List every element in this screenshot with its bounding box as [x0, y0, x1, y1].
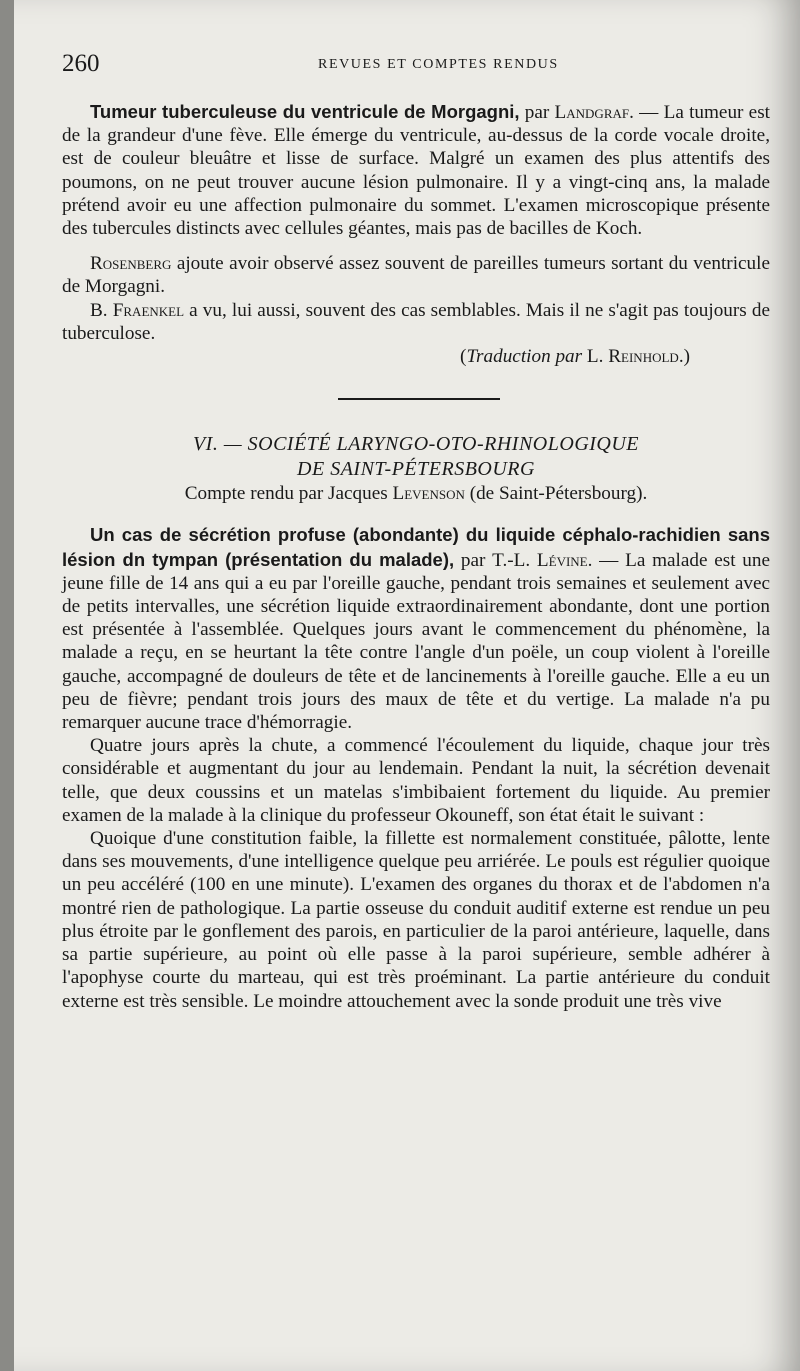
section-title-line1: VI. — SOCIÉTÉ LARYNGO-OTO-RHINOLOGIQUE — [192, 433, 640, 456]
article2-paragraph-2: Quatre jours après la chute, a commencé l'écoulement du liquide, chaque jour très considérable et augmentant du jour au lendemain. Pendant la nuit, la sécrétion devenait telle, que deux coussins et un matelas s'imbibaient fortement du liquide. Au premier examen de la malade à la clinique du professeur Okouneff, son état était le suivant : — [62, 735, 770, 826]
rosenberg-paragraph — [62, 252, 770, 298]
article2-paragraph-3: Quoique d'une constitution faible, la fillette est normalement constituée, pâlotte, lente dans ses mouvements, d'une intelligence quelque peu arriérée. Le pouls est régulier quoique un peu accéléré (100 en une minute). L'examen des organes du thorax et de l'abdomen n'a montré rien de pathologique. La partie osseuse du conduit auditif externe est rendue un peu plus étroite par le gonflement des parois, en particulier de la paroi antérieure, laquelle, dans sa partie supérieure, au point où elle passe à la paroi supérieure, semble adhérer à l'apophyse courte du marteau, qui est très proéminant. La partie antérieure du conduit externe est très sensible. Le moindre attouchement avec la sonde produit une très vive — [62, 828, 770, 1012]
credit-close: .) — [678, 346, 690, 368]
section-subtitle — [62, 482, 770, 505]
translation-credit — [62, 345, 770, 368]
credit-open: ( — [460, 346, 467, 368]
article1-paragraph — [62, 100, 770, 240]
page-number: 260 — [62, 50, 100, 77]
article1-text: — La tumeur est de la grandeur d'une fève. Elle émerge du ventricule, au-dessus de la corde vocale droite, est de couleur bleuâtre et lisse de surface. Malgré un examen des plus attentifs des poumons, on ne peut trouver aucune lésion pulmonaire. Il y a vingt-cinq ans, la malade prétend avoir eu une affection pulmonaire du sommet. L'examen microscopique présente des tubercules distincts avec cellules géantes, mais pas de bacilles de Koch. — [62, 102, 770, 240]
article2-text: — La malade est une jeune fille de 14 ans qui a eu par l'oreille gauche, pendant trois semaines et seulement avec de petits intervalles, une sécrétion liquide extraordinairement abondante, dont une portion est présentée à l'assemblée. Quelques jours avant le commencement du phénomène, la malade a reçu, en se heurtant la tête contre l'angle d'un poële, un coup violent à l'oreille gauche, accompagné de douleurs de tête et de lancinements à l'oreille gauche. Elle a eu un peu de fièvre; pendant trois jours des maux de tête et du vertige. La malade n'a pu remarquer aucune trace d'hémorragie. — [62, 549, 771, 734]
article1-author: Landgraf. — [554, 102, 634, 123]
article2-paragraph — [62, 523, 770, 734]
reporter-name: Levenson — [392, 483, 465, 505]
article2-author: T.-L. Lévine. — [492, 549, 593, 571]
fraenkel-text: a vu, lui aussi, souvent des cas semblables. Mais il ne s'agit pas toujours de tuberculose. — [62, 299, 770, 344]
subtitle-post: (de Saint-Pétersbourg). — [464, 483, 648, 505]
subtitle-pre: Compte rendu par Jacques — [184, 483, 393, 505]
running-head: REVUES ET COMPTES RENDUS — [318, 57, 559, 72]
book-page — [14, 0, 800, 1371]
article1-by: par — [519, 102, 555, 123]
article2-by: par — [454, 549, 493, 571]
page-body — [62, 100, 770, 1013]
fraenkel-paragraph — [62, 299, 770, 345]
article1-title: Tumeur tuberculeuse du ventricule de Morgagni, — [90, 101, 520, 122]
rosenberg-name: Rosenberg — [90, 253, 172, 275]
fraenkel-name: B. Fraenkel — [90, 299, 185, 321]
credit-italic: Traduction par — [466, 346, 583, 368]
translator-name: L. Reinhold — [582, 346, 679, 368]
section-title-line2: DE SAINT-PÉTERSBOURG — [297, 458, 535, 481]
page-header — [62, 50, 762, 80]
rosenberg-text: ajoute avoir observé assez souvent de pareilles tumeurs sortant du ventricule de Morgagni. — [62, 253, 770, 298]
section-divider — [338, 398, 500, 400]
article2-title: Un cas de sécrétion profuse (abondante) du liquide céphalo-rachidien sans lésion dn tympan (présentation du malade), — [62, 524, 770, 570]
